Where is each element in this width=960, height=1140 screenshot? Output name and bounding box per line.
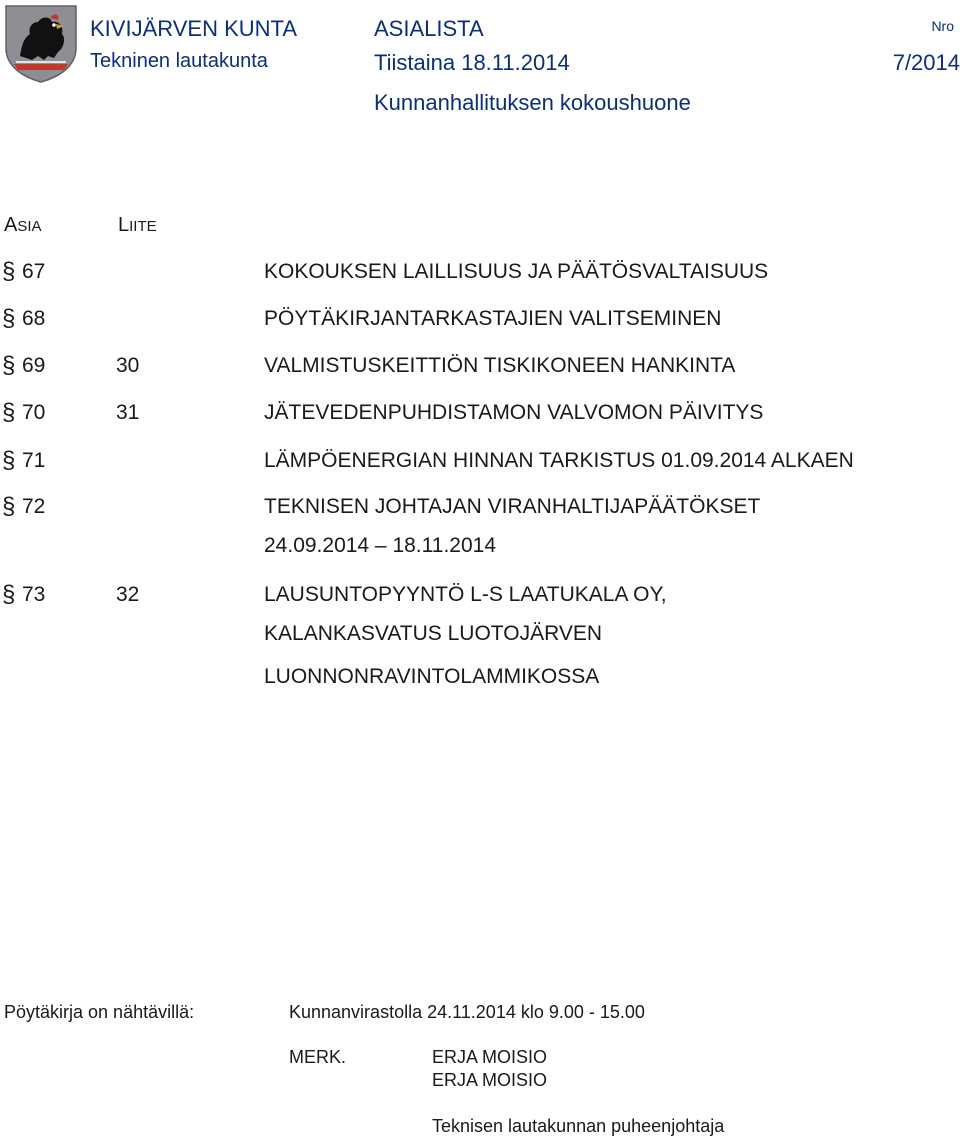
agenda-item-number: 68 <box>22 307 46 330</box>
section-symbol: § <box>2 581 16 608</box>
signer-role: Teknisen lautakunnan puheenjohtaja <box>432 1116 725 1136</box>
agenda-item-attachment: 32 <box>116 583 140 606</box>
column-heading-asia-initial: A <box>4 214 18 236</box>
agenda-item-title: VALMISTUSKEITTIÖN TISKIKONEEN HANKINTA <box>264 354 736 377</box>
agenda-item-title: PÖYTÄKIRJANTARKASTAJIEN VALITSEMINEN <box>264 307 722 330</box>
agenda-item-title: LÄMPÖENERGIAN HINNAN TARKISTUS 01.09.2014 ALKAEN <box>264 449 854 472</box>
meeting-room: Kunnanhallituksen kokoushuone <box>374 90 691 115</box>
section-symbol: § <box>2 258 16 285</box>
notice-value: Kunnanvirastolla 24.11.2014 klo 9.00 - 15.00 <box>289 1002 645 1022</box>
agenda-item-title: LAUSUNTOPYYNTÖ L-S LAATUKALA OY, <box>264 583 667 606</box>
section-symbol: § <box>2 352 16 379</box>
section-symbol: § <box>2 305 16 332</box>
column-heading-asia <box>4 214 42 237</box>
agenda-item-title-line: LUONNONRAVINTOLAMMIKOSSA <box>264 665 600 688</box>
section-symbol: § <box>2 447 16 474</box>
merk-label: MERK. <box>289 1047 347 1067</box>
meeting-date: Tiistaina 18.11.2014 <box>374 50 570 75</box>
board-name: Tekninen lautakunta <box>90 50 268 72</box>
meeting-number: 7/2014 <box>892 50 960 75</box>
agenda-item-title: TEKNISEN JOHTAJAN VIRANHALTIJAPÄÄTÖKSET <box>264 495 761 518</box>
agenda-item-attachment: 31 <box>116 401 140 424</box>
coat-of-arms-icon <box>4 4 78 84</box>
column-heading-liite-initial: L <box>118 214 130 236</box>
agenda-item-number: 71 <box>22 449 46 472</box>
signer-name: ERJA MOISIO <box>432 1070 548 1090</box>
agenda-item-title-line: 24.09.2014 – 18.11.2014 <box>264 534 496 557</box>
section-symbol: § <box>2 493 16 520</box>
organization-name: KIVIJÄRVEN KUNTA <box>90 16 298 41</box>
agenda-item-number: 73 <box>22 583 46 606</box>
nro-label: Nro <box>931 18 954 34</box>
agenda-item-title: JÄTEVEDENPUHDISTAMON VALVOMON PÄIVITYS <box>264 401 764 424</box>
column-heading-liite-rest: IITE <box>129 218 157 235</box>
signer-name: ERJA MOISIO <box>432 1047 548 1067</box>
agenda-item-title: KOKOUKSEN LAILLISUUS JA PÄÄTÖSVALTAISUUS <box>264 260 769 283</box>
column-heading-asia-rest: SIA <box>17 218 42 235</box>
agenda-item-title-line: KALANKASVATUS LUOTOJÄRVEN <box>264 622 603 645</box>
column-heading-liite <box>118 214 157 237</box>
agenda-item-number: 72 <box>22 495 46 518</box>
agenda-item-number: 70 <box>22 401 46 424</box>
agenda-item-number: 69 <box>22 354 46 377</box>
notice-label: Pöytäkirja on nähtävillä: <box>4 1002 195 1022</box>
agenda-item-number: 67 <box>22 260 46 283</box>
agenda-item-attachment: 30 <box>116 354 140 377</box>
document-type: ASIALISTA <box>374 16 484 41</box>
section-symbol: § <box>2 399 16 426</box>
